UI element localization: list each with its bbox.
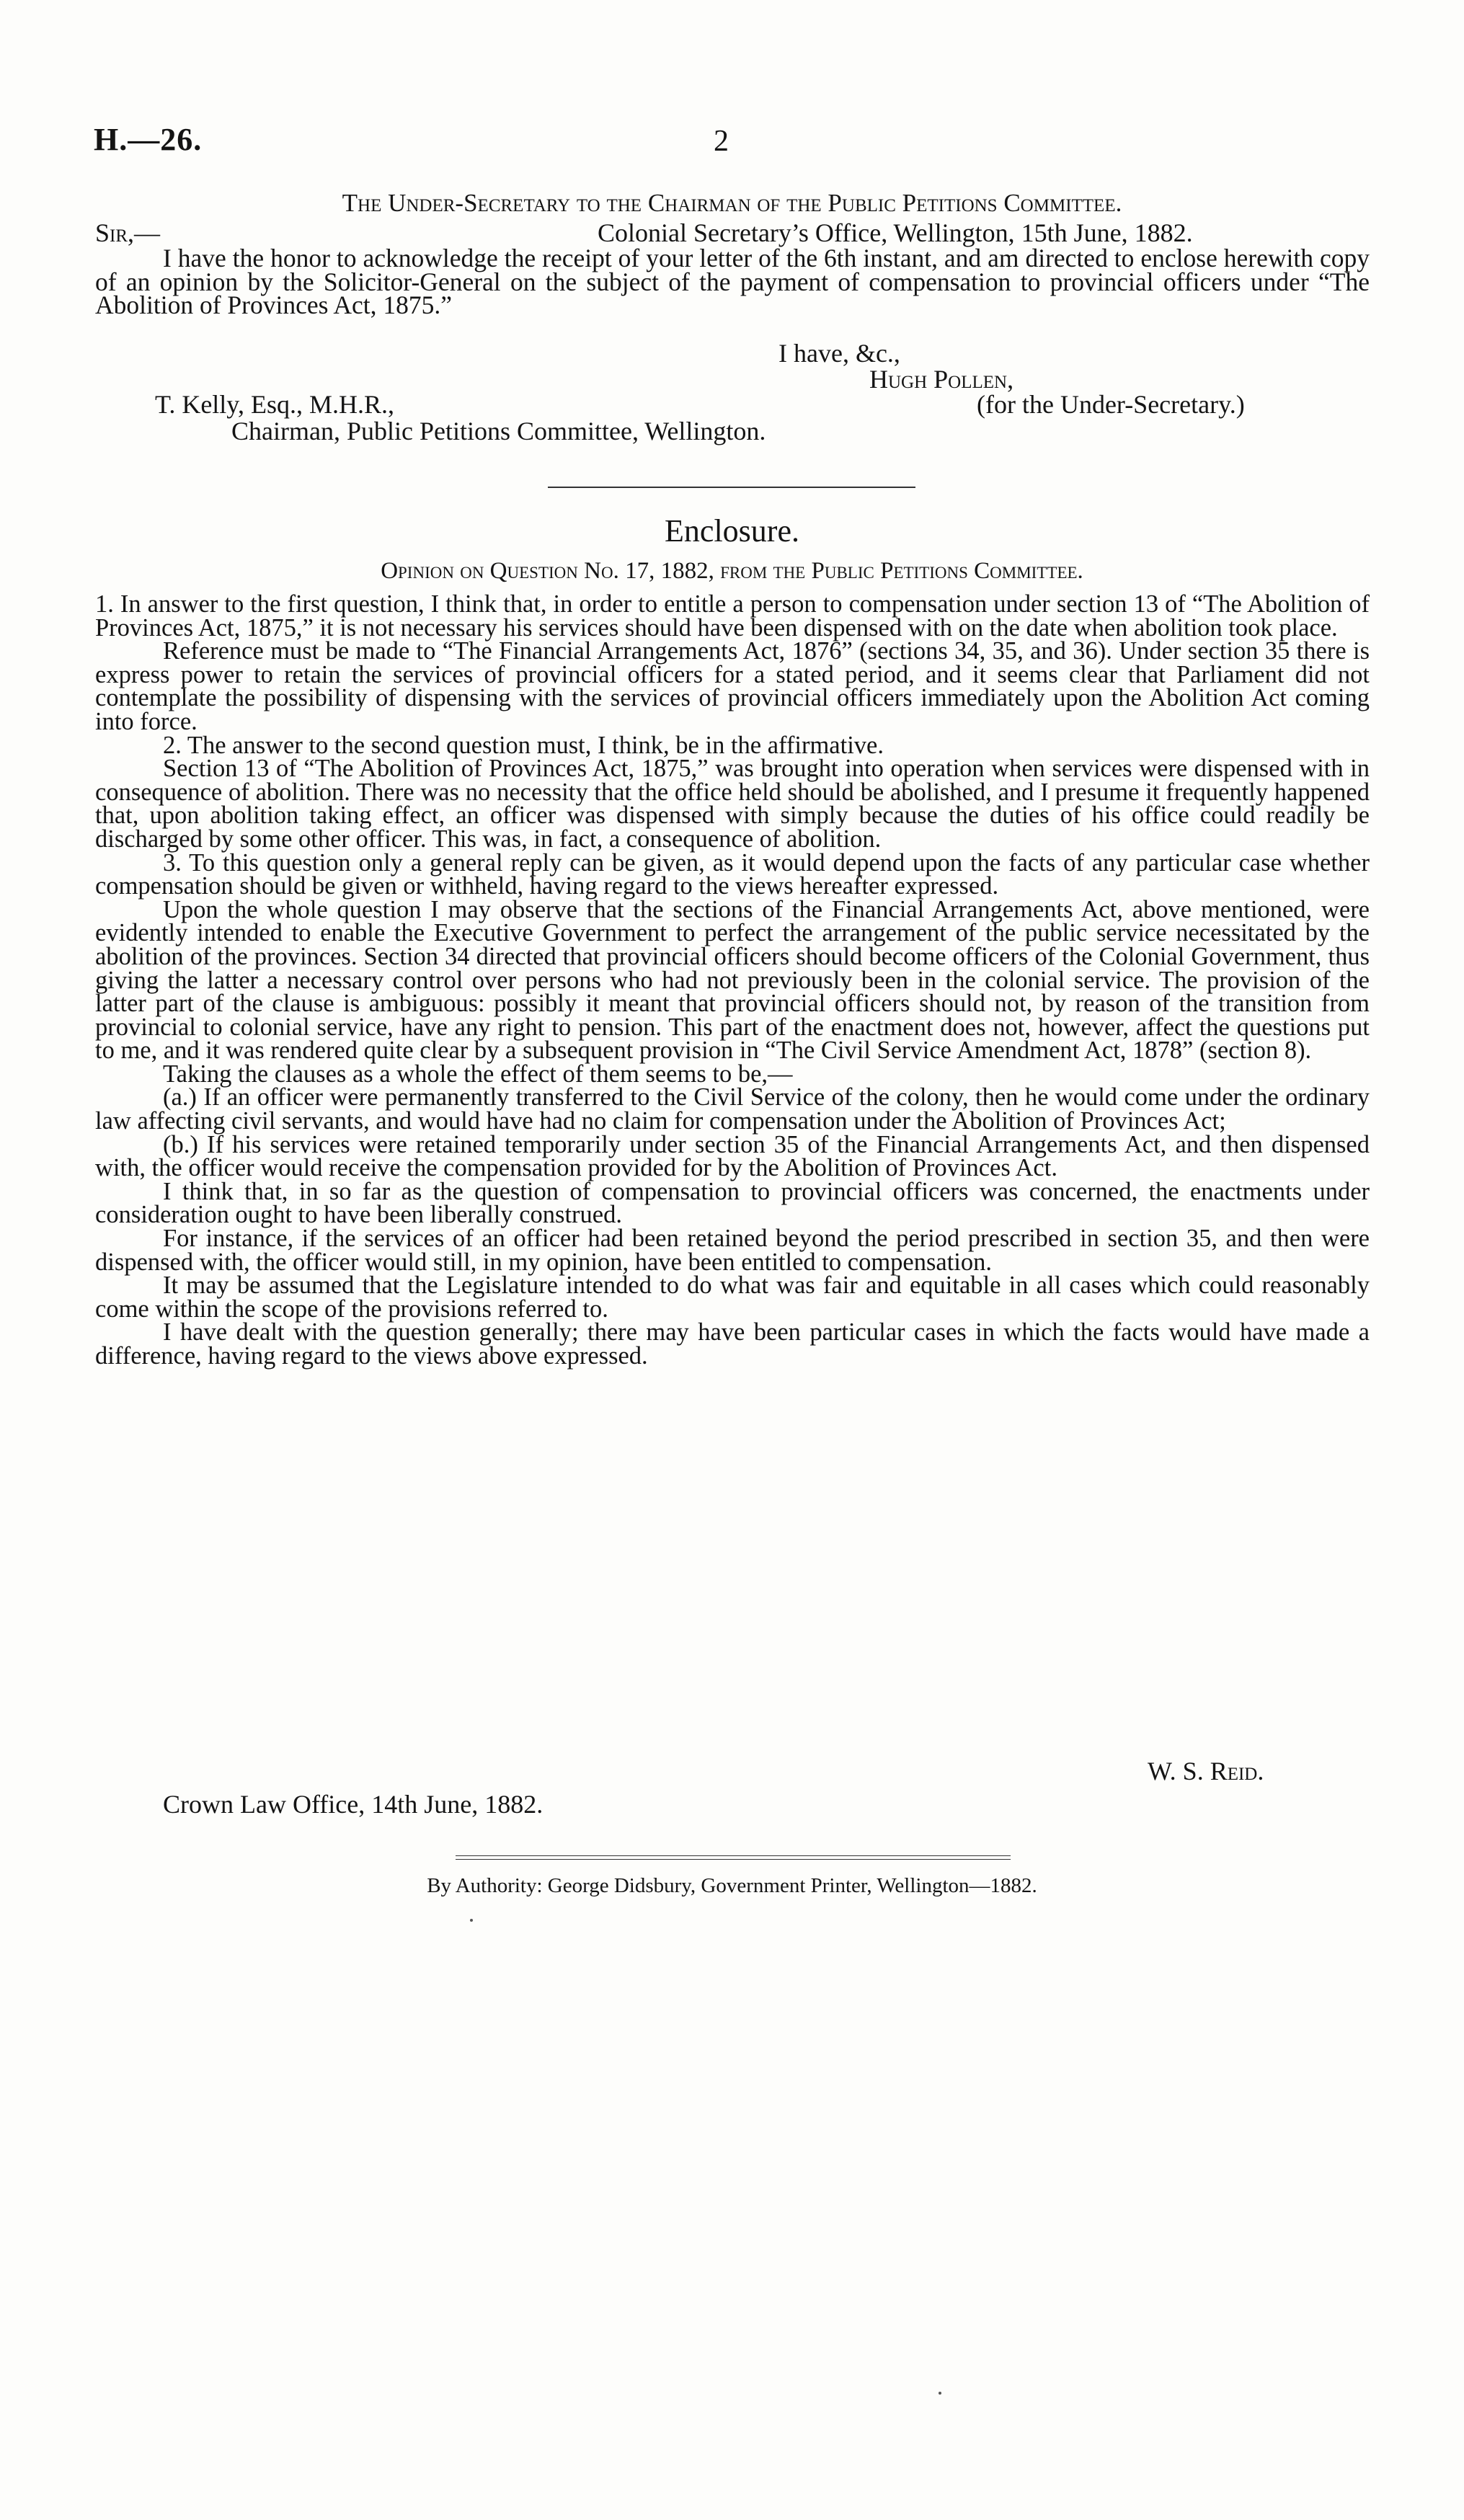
enclosure-title: Enclosure. (665, 513, 799, 549)
signatory: Hugh Pollen, (869, 365, 1014, 394)
opinion-paragraph: For instance, if the services of an officer had been retained beyond the period prescribed in section 35, and then were dispensed with, the officer would still, in my opinion, have been entitled to compensation. (95, 1225, 1370, 1276)
section-divider (548, 487, 915, 488)
opinion-paragraph: (a.) If an officer were permanently transferred to the Civil Service of the colony, then he would come under the ordinary law affecting civil servants, and would have had no claim for compensation under the Abolition of Provinces Act; (95, 1083, 1370, 1135)
opinion-paragraph: 1. In answer to the first question, I think that, in order to entitle a person to compensation under section 13 of “The Abolition of Provinces Act, 1875,” it is not necessary his services should have been dispensed with on the date when abolition took place. (95, 590, 1370, 642)
place-date: Crown Law Office, 14th June, 1882. (163, 1790, 544, 1819)
addressee-name: T. Kelly, Esq., M.H.R., (155, 390, 394, 419)
printer-imprint: By Authority: George Didsbury, Government Printer, Wellington—1882. (427, 1874, 1037, 1897)
print-speck (470, 1919, 473, 1922)
opinion-paragraph: Upon the whole question I may observe that the sections of the Financial Arrangements Act, above mentioned, were evidently intended to enable the Executive Government to perfect the arrangement of the public service necessitated by the abolition of the provinces. Section 34 directed that provincial officers should become officers of the Colonial Government, thus giving the latter a necessary control over persons who had not previously been in the colonial service. The provision of the latter part of the clause is ambiguous: possibly it meant that provincial officers should not, by reason of the transition from provincial to colonial service, have any right to pension. This part of the enactment does not, however, affect the questions put to me, and it was rendered quite clear by a subsequent provision in “The Civil Service Amendment Act, 1878” (section 8). (95, 895, 1370, 1065)
enclosure-signature: W. S. Reid. (1148, 1757, 1264, 1785)
opinion-paragraph: Section 13 of “The Abolition of Provinces Act, 1875,” was brought into operation when services were dispensed with in consequence of abolition. There was no necessity that the office held should be abolished, and I presume it frequently happened that, upon abolition taking effect, an officer was dispensed with simply because the duties of his office could readily be discharged by some other officer. This was, in fact, a consequence of abolition. (95, 755, 1370, 853)
signatory-role: (for the Under-Secretary.) (977, 390, 1245, 419)
letter-heading: The Under-Secretary to the Chairman of the Public Petitions Committee. (342, 189, 1122, 217)
addressee-role: Chairman, Public Petitions Committee, Wellington. (231, 417, 766, 445)
enclosure-body (95, 590, 1370, 1370)
opinion-paragraph: (b.) If his services were retained temporarily under section 35 of the Financial Arrangements Act, and then dispensed with, the officer would receive the compensation provided for by the Abolition of Provinces Act. (95, 1130, 1370, 1182)
page-number: 2 (714, 125, 729, 158)
letter-body (95, 244, 1370, 319)
opinion-paragraph: 3. To this question only a general reply can be given, as it would depend upon the facts of any particular case whether compensation should be given or withheld, having regard to the views hereafter expressed. (95, 848, 1370, 900)
opinion-paragraph: 2. The answer to the second question must, I think, be in the affirmative. (163, 731, 884, 759)
footer-rule-top (456, 1855, 1011, 1856)
footer-rule-bottom (456, 1859, 1011, 1860)
opinion-paragraph: Taking the clauses as a whole the effect of them seems to be,— (163, 1060, 793, 1088)
closing: I have, &c., (778, 339, 900, 368)
opinion-paragraph: I have dealt with the question generally; there may have been particular cases in which the facts would have made a difference, having regard to the views above expressed. (95, 1318, 1370, 1370)
paper-reference: H.—26. (94, 122, 203, 157)
opinion-paragraph: Reference must be made to “The Financial Arrangements Act, 1876” (sections 34, 35, and 36). Under section 35 there is express power to retain the services of provincial officers for a stated period, and it seems clear that Parliament did not contemplate the possibility of dispensing with the services of provincial officers immediately upon the Abolition Act coming into force. (95, 637, 1370, 735)
letter-paragraph: I have the honor to acknowledge the receipt of your letter of the 6th instant, and am directed to enclose herewith copy of an opinion by the Solicitor-General on the subject of the payment of compensation to provincial officers under “The Abolition of Provinces Act, 1875.” (95, 244, 1370, 319)
salutation: Sir,— (95, 218, 161, 247)
dateline: Colonial Secretary’s Office, Wellington, 15th June, 1882. (598, 218, 1193, 247)
opinion-paragraph: I think that, in so far as the question of compensation to provincial officers was concerned, the enactments under consideration ought to have been liberally construed. (95, 1177, 1370, 1229)
print-speck (939, 2392, 941, 2395)
opinion-paragraph: It may be assumed that the Legislature intended to do what was fair and equitable in all cases which could reasonably come within the scope of the provisions referred to. (95, 1272, 1370, 1323)
enclosure-subtitle: Opinion on Question No. 17, 1882, from the Public Petitions Committee. (381, 558, 1083, 584)
